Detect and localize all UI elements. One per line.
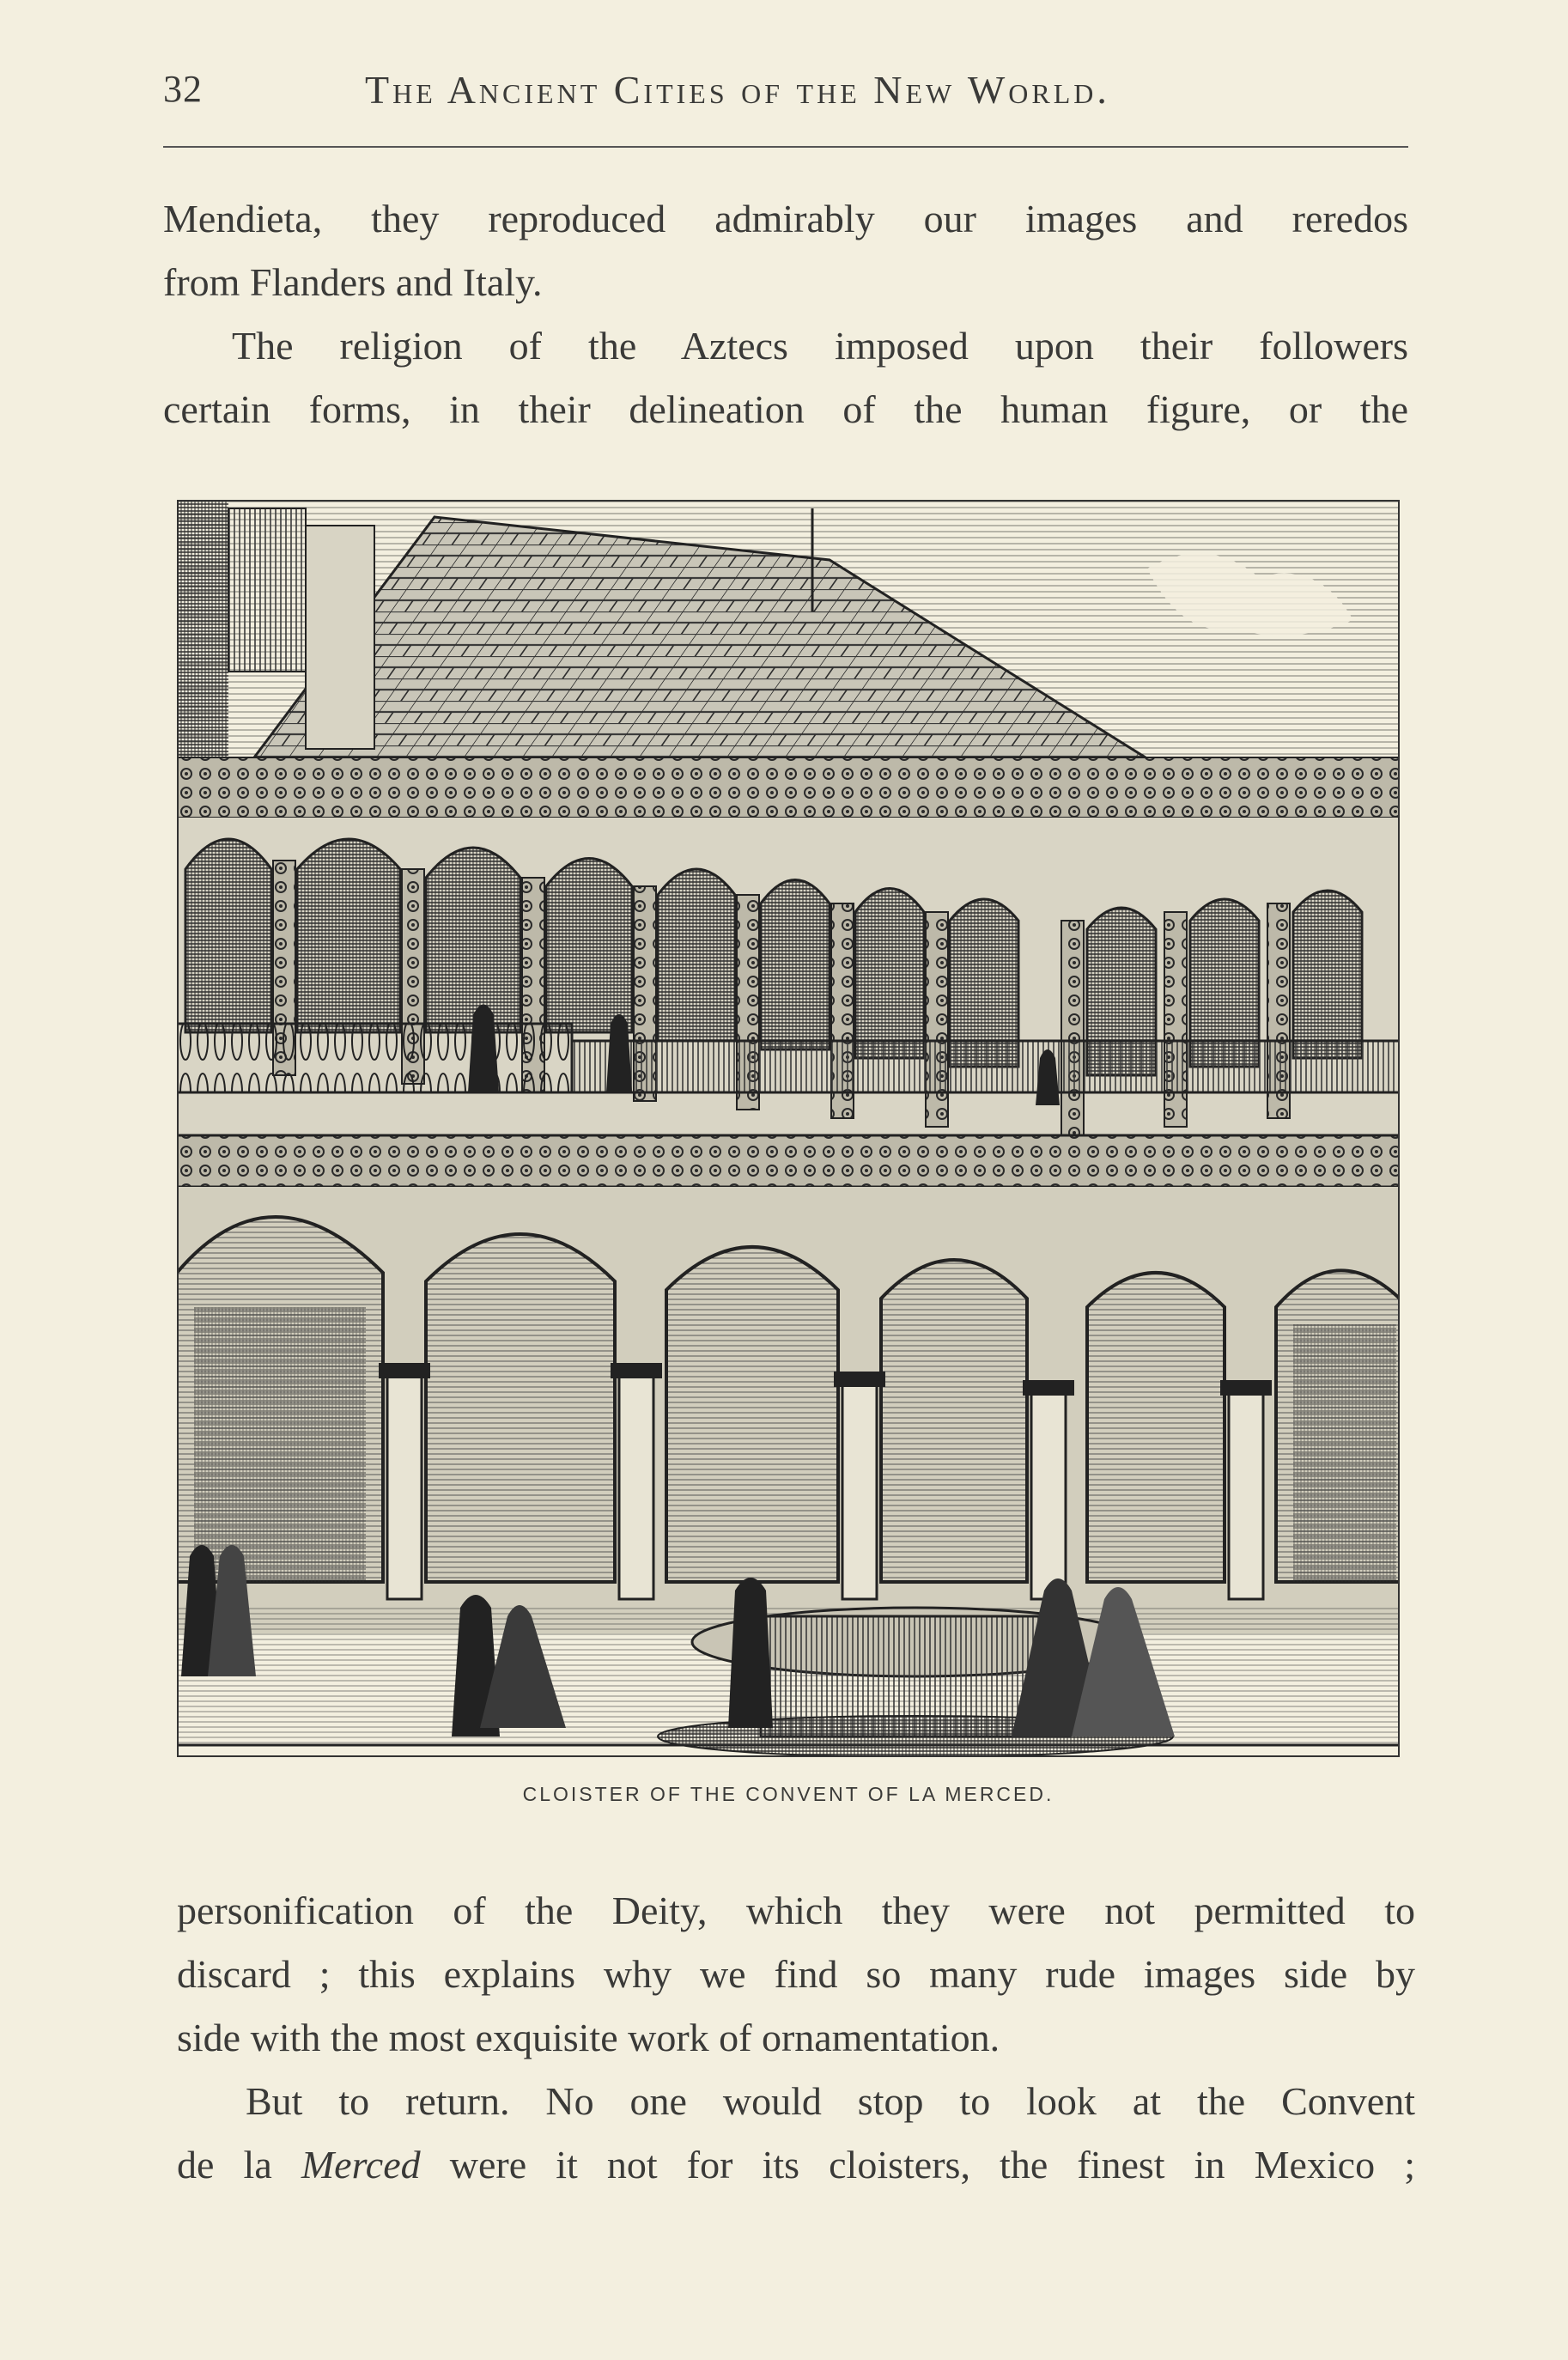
paragraph <box>177 2070 1415 2197</box>
paragraph <box>163 314 1408 441</box>
italic-term-merced: Merced <box>301 2143 421 2187</box>
engraving-cloister-illustration <box>177 500 1400 1757</box>
running-title: The Ancient Cities of the New World. <box>365 68 1110 112</box>
text-run: de la <box>177 2143 301 2187</box>
page-header <box>163 67 1408 127</box>
paragraph <box>177 1879 1415 2070</box>
figure-caption: CLOISTER OF THE CONVENT OF LA MERCED. <box>522 1783 1054 1805</box>
text-line: certain forms, in their delineation of the human figure, or the <box>163 387 1408 431</box>
body-text-top <box>163 187 1408 441</box>
page-number: 32 <box>163 68 203 110</box>
text-run: were it not for its cloisters, the finest in Mexico ; <box>420 2143 1415 2187</box>
text-line: The religion of the Aztecs imposed upon their followers <box>232 324 1408 368</box>
text-line: from Flanders and Italy. <box>163 260 543 304</box>
body-text-bottom <box>177 1879 1415 2197</box>
header-rule <box>163 146 1408 148</box>
paragraph <box>163 187 1408 314</box>
text-line <box>177 2133 1415 2197</box>
text-line: side with the most exquisite work of ornamentation. <box>177 2016 1000 2059</box>
text-line: But to return. No one would stop to look at the Convent <box>246 2079 1415 2123</box>
text-line: Mendieta, they reproduced admirably our images and reredos <box>163 197 1408 240</box>
text-line: discard ; this explains why we find so many rude images side by <box>177 1952 1415 1996</box>
text-line: personification of the Deity, which they were not permitted to <box>177 1889 1415 1932</box>
